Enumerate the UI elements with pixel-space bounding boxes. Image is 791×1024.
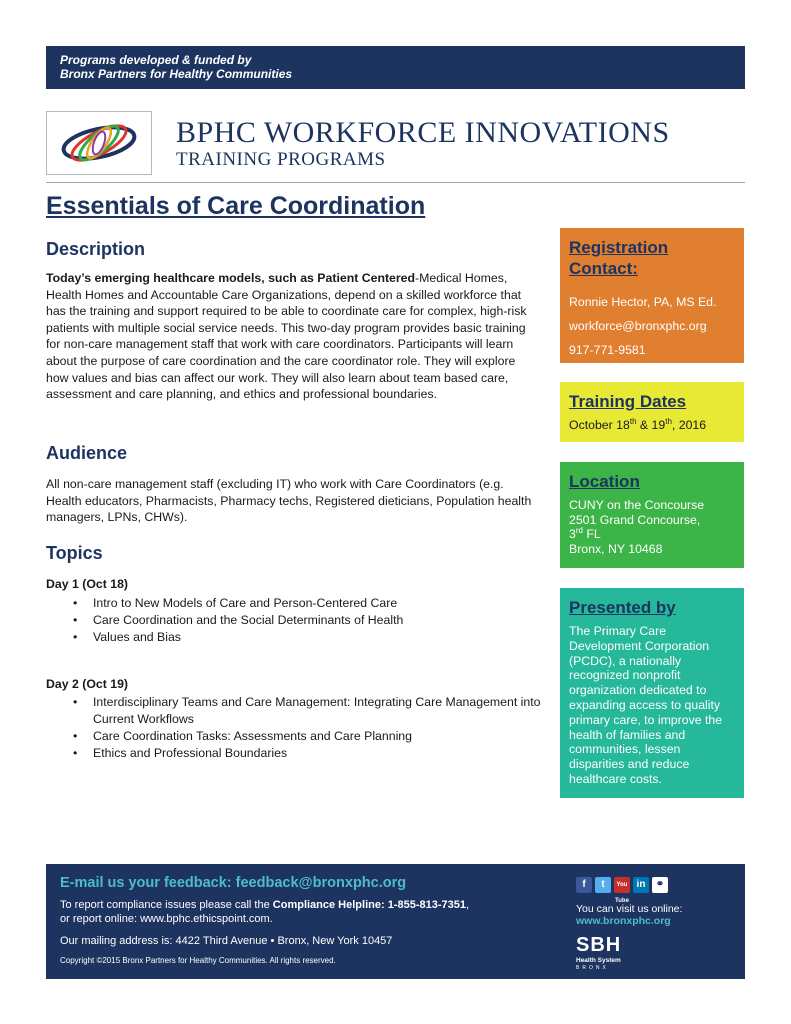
dates-sup-2: th bbox=[665, 416, 672, 426]
registration-panel bbox=[560, 228, 744, 363]
list-item: • Intro to New Models of Care and Person-Centered Care bbox=[46, 595, 546, 612]
audience-text: All non-care management staff (excluding IT) who work with Care Coordinators (e.g. Health educators, Pharmacists, Pharmacy techs, Registered dieticians, Population health managers, LPNs, CHWs). bbox=[46, 477, 532, 525]
bphc-logo bbox=[46, 111, 152, 175]
sbh-bronx: BRONX bbox=[576, 965, 609, 971]
location-panel bbox=[560, 462, 744, 568]
page-title: Essentials of Care Coordination bbox=[46, 192, 426, 220]
day1-label: Day 1 (Oct 18) bbox=[46, 577, 129, 591]
twitter-icon[interactable]: t bbox=[595, 877, 611, 893]
list-item: • Interdisciplinary Teams and Care Management: Integrating Care Management into Current Workflows bbox=[46, 694, 546, 728]
registration-details bbox=[569, 290, 735, 362]
registration-heading: Registration Contact: bbox=[569, 238, 669, 278]
compliance-post: , bbox=[465, 899, 470, 911]
youtube-icon[interactable]: You Tube bbox=[614, 877, 630, 893]
day2-label: Day 2 (Oct 19) bbox=[46, 677, 129, 691]
registration-email[interactable]: workforce@bronxphc.org bbox=[569, 319, 707, 333]
dates-sup-1: th bbox=[629, 416, 637, 426]
floor-number: 3 bbox=[569, 527, 576, 541]
compliance-helpline: Compliance Helpline: 1-855-813-7351 bbox=[272, 899, 466, 911]
description-heading: Description bbox=[46, 239, 146, 259]
location-floor bbox=[569, 527, 735, 542]
description-body: -Medical Homes, Health Homes and Accountable Care Organizations, depend on a skilled workforce that has the training and support required to be able to coordinate care for complex, high-risk patients with multiple social service needs. This two-day program provides basic training for non-care management staff that work with care coordinators. Participants will learn about the purpose of care coordination and the care coordinator role. They will explore how values and bias can affect our work. They will also learn about team based care, assessment and care planning, and ethics and professional boundaries. bbox=[46, 271, 527, 402]
dates-prefix: October 18 bbox=[569, 418, 630, 432]
audience-heading: Audience bbox=[46, 443, 128, 463]
feedback-email-link[interactable]: E-mail us your feedback: feedback@bronxphc.org bbox=[60, 875, 407, 891]
sbh-subtitle: Health System bbox=[576, 957, 621, 964]
brand-title: BPHC WORKFORCE INNOVATIONS bbox=[176, 116, 670, 149]
location-line-2: 2501 Grand Concourse, bbox=[569, 512, 701, 527]
day2-topic-list bbox=[46, 694, 546, 762]
footer bbox=[46, 864, 745, 979]
location-line-4: Bronx, NY 10468 bbox=[569, 541, 663, 556]
presented-by-panel bbox=[560, 588, 744, 798]
header-line-2: Bronx Partners for Healthy Communities bbox=[60, 67, 293, 81]
list-item: • Care Coordination and the Social Determinants of Health bbox=[46, 612, 546, 629]
mailing-address: Our mailing address is: 4422 Third Avenue • Bronx, New York 10457 bbox=[60, 935, 393, 947]
presented-by-text: The Primary Care Development Corporation (PCDC), a nationally recognized nonprofit organization dedicated to expanding access to quality primary care, to improve the health of families and communities, lessen disparities and reduce healthcare costs. bbox=[569, 624, 723, 786]
training-dates-text bbox=[569, 418, 735, 433]
flickr-icon[interactable]: ⚭ bbox=[652, 877, 668, 893]
floor-sup: rd bbox=[575, 525, 583, 535]
visit-label: You can visit us online: bbox=[576, 903, 683, 915]
brand-subtitle: TRAINING PROGRAMS bbox=[176, 149, 386, 170]
location-address bbox=[569, 498, 735, 556]
description-text bbox=[46, 270, 541, 403]
location-line-1: CUNY on the Concourse bbox=[569, 498, 705, 512]
sbh-logo: SBH bbox=[576, 934, 622, 956]
compliance-online-link[interactable]: or report online: www.bphc.ethicspoint.com. bbox=[60, 913, 273, 925]
registration-name: Ronnie Hector, PA, MS Ed. bbox=[569, 295, 717, 309]
bphc-rings-logo-icon bbox=[47, 112, 151, 174]
floor-suffix: FL bbox=[582, 527, 601, 541]
dates-suffix: , 2016 bbox=[671, 418, 707, 432]
list-item: • Values and Bias bbox=[46, 629, 546, 646]
list-item: • Care Coordination Tasks: Assessments and Care Planning bbox=[46, 728, 546, 745]
copyright: Copyright ©2015 Bronx Partners for Healthy Communities. All rights reserved. bbox=[60, 956, 336, 965]
website-link[interactable]: www.bronxphc.org bbox=[576, 915, 671, 927]
description-lead: Today’s emerging healthcare models, such as Patient Centered bbox=[46, 271, 416, 285]
registration-phone: 917-771-9581 bbox=[569, 343, 646, 357]
linkedin-icon[interactable]: in bbox=[633, 877, 649, 893]
compliance-pre: To report compliance issues please call the bbox=[60, 899, 273, 911]
dates-mid: & 19 bbox=[636, 418, 666, 432]
day1-topic-list bbox=[46, 595, 546, 646]
list-item: • Ethics and Professional Boundaries bbox=[46, 745, 546, 762]
topics-heading: Topics bbox=[46, 543, 103, 563]
visit-online bbox=[576, 903, 682, 927]
header-divider bbox=[46, 182, 745, 183]
header-banner bbox=[46, 46, 745, 89]
training-dates-panel bbox=[560, 382, 744, 442]
presented-by-heading: Presented by bbox=[569, 598, 676, 617]
social-links bbox=[576, 877, 671, 904]
training-dates-heading: Training Dates bbox=[569, 392, 687, 411]
location-heading: Location bbox=[569, 472, 640, 491]
facebook-icon[interactable]: f bbox=[576, 877, 592, 893]
header-line-1: Programs developed & funded by bbox=[60, 53, 252, 67]
compliance-text bbox=[60, 898, 469, 926]
